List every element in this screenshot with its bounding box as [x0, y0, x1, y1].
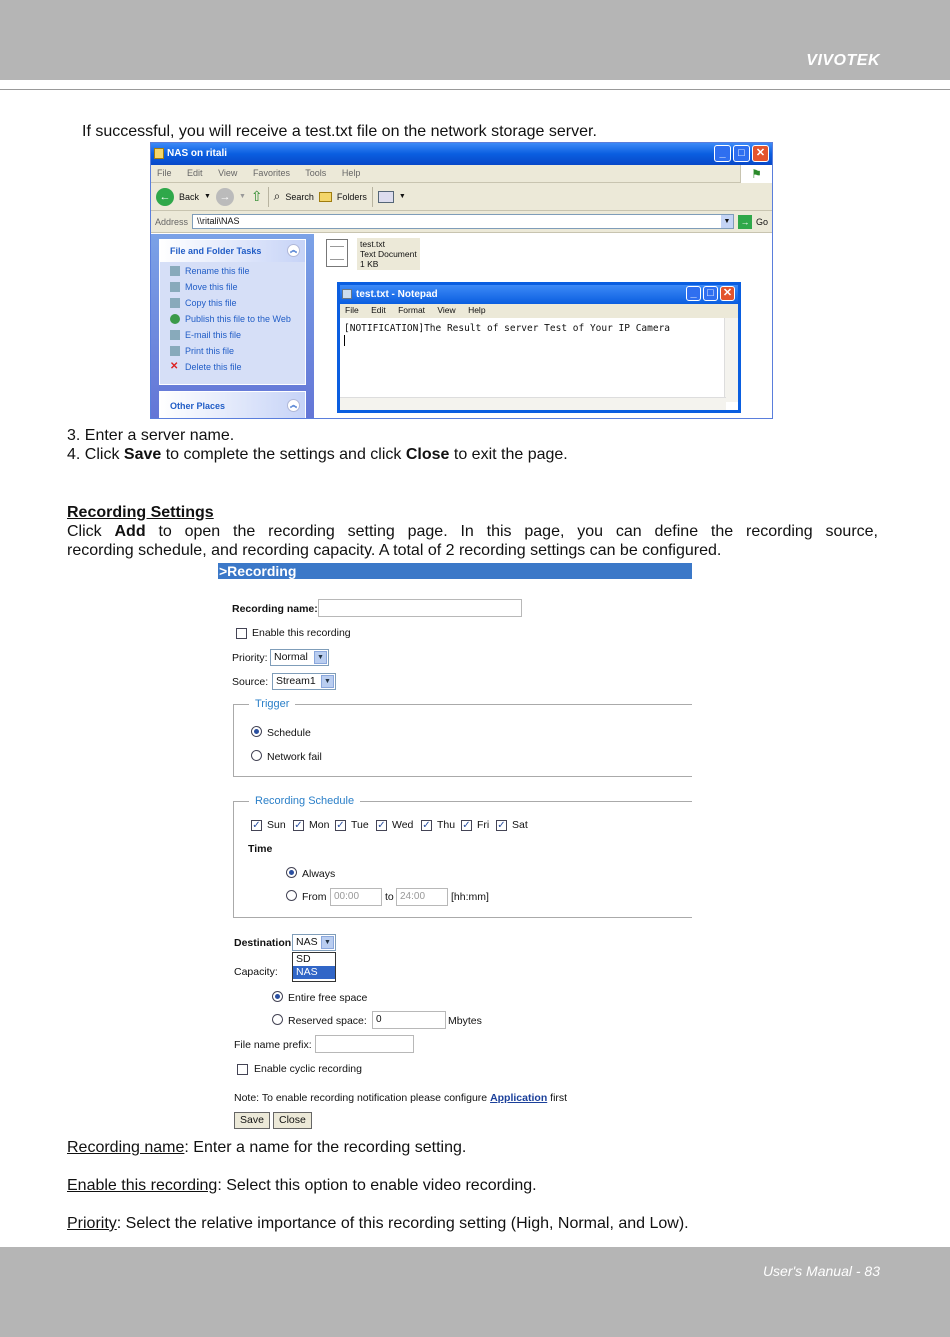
toolbar-separator — [268, 187, 269, 207]
move-icon — [170, 282, 180, 292]
step4-text: to complete the settings and click — [161, 446, 406, 463]
time-always-radio[interactable] — [286, 867, 297, 878]
windows-flag-icon: ⚑ — [740, 165, 772, 183]
chevron-down-icon[interactable]: ▼ — [321, 675, 334, 688]
task-label: Publish this file to the Web — [185, 314, 291, 324]
close-window-button[interactable]: ✕ — [752, 145, 769, 162]
go-arrow-icon[interactable]: → — [738, 215, 752, 229]
task-label: Move this file — [185, 282, 238, 292]
forward-arrow-icon[interactable]: → — [216, 188, 234, 206]
notepad-icon — [342, 289, 352, 299]
para-text: to open the recording setting page. In this page, you can define the recording source, — [145, 523, 879, 540]
address-value: \\ritali\NAS — [197, 216, 240, 226]
definition-term: Enable this recording — [67, 1177, 218, 1194]
day-thu-checkbox[interactable]: ✓ — [422, 820, 431, 831]
tasks-header[interactable] — [160, 240, 305, 262]
menu-tools[interactable]: Tools — [305, 168, 327, 178]
definition-recording-name — [67, 1138, 466, 1157]
task-label: Rename this file — [185, 266, 250, 276]
time-always-label: Always — [302, 868, 336, 880]
task-label: Delete this file — [185, 362, 242, 372]
back-arrow-icon[interactable]: ← — [156, 188, 174, 206]
notepad-titlebar — [340, 285, 738, 304]
menu-help[interactable]: Help — [468, 305, 486, 315]
destination-option-sd[interactable]: SD — [296, 953, 311, 965]
menu-file[interactable]: File — [157, 168, 172, 178]
capacity-reserved-radio[interactable] — [272, 1014, 283, 1025]
step-4 — [67, 445, 568, 464]
menu-edit[interactable]: Edit — [187, 168, 203, 178]
cyclic-recording-checkbox[interactable] — [237, 1064, 248, 1075]
trigger-schedule-label: Schedule — [267, 727, 311, 739]
folders-button[interactable]: Folders — [336, 191, 367, 202]
trigger-schedule-radio[interactable] — [251, 726, 262, 737]
step4-close: Close — [405, 446, 450, 463]
folders-icon[interactable] — [319, 192, 332, 202]
day-sun-label: Sun — [267, 819, 286, 831]
note-text: Note: To enable recording notification please configure Application first — [234, 1092, 568, 1104]
destination-value: NAS — [296, 936, 318, 948]
file-prefix-input[interactable] — [315, 1035, 414, 1053]
save-button[interactable]: Save — [234, 1112, 270, 1129]
maximize-button[interactable]: □ — [703, 286, 718, 301]
go-button[interactable]: Go — [755, 216, 768, 227]
trigger-legend: Trigger — [249, 698, 295, 710]
address-label: Address — [155, 216, 189, 227]
task-label: E-mail this file — [185, 330, 242, 340]
task-print[interactable] — [160, 342, 305, 358]
globe-icon — [170, 314, 180, 324]
maximize-button[interactable]: □ — [733, 145, 750, 162]
task-delete[interactable] — [160, 358, 305, 374]
file-size: 1 KB — [360, 259, 379, 269]
recording-name-label: Recording name: — [232, 603, 318, 615]
recording-form — [218, 563, 692, 1133]
time-label: Time — [248, 843, 273, 855]
enable-recording-checkbox[interactable] — [236, 628, 247, 639]
priority-label: Priority: — [232, 652, 268, 664]
para-text: Click — [67, 523, 115, 540]
task-publish[interactable] — [160, 310, 305, 326]
copy-icon — [170, 298, 180, 308]
destination-options — [292, 952, 336, 982]
back-dropdown-icon[interactable]: ▼ — [204, 193, 211, 200]
notepad-title: test.txt - Notepad — [356, 289, 438, 300]
other-places-header[interactable] — [159, 391, 306, 419]
day-sun-checkbox[interactable]: ✓ — [252, 820, 261, 831]
time-from-radio[interactable] — [286, 890, 297, 901]
address-bar — [151, 211, 772, 233]
menu-view[interactable]: View — [218, 168, 238, 178]
text-file-icon[interactable] — [326, 239, 348, 267]
task-label: Copy this file — [185, 298, 237, 308]
time-to-input[interactable]: 24:00 — [396, 888, 448, 906]
menu-favorites[interactable]: Favorites — [252, 168, 290, 178]
page-number: User's Manual - 83 — [762, 1263, 880, 1279]
priority-select[interactable] — [270, 649, 329, 666]
minimize-button[interactable]: _ — [686, 286, 701, 301]
priority-value: Normal — [274, 651, 308, 663]
task-move[interactable] — [160, 278, 305, 294]
notepad-menubar — [340, 304, 738, 318]
para-add: Add — [114, 523, 146, 540]
tasks-header-label: File and Folder Tasks — [170, 246, 262, 256]
time-from-input[interactable]: 00:00 — [330, 888, 382, 906]
day-fri-checkbox[interactable]: ✓ — [462, 820, 471, 831]
day-thu-label: Thu — [437, 819, 456, 831]
time-unit-label: [hh:mm] — [451, 891, 489, 903]
step-3: 3. Enter a server name. — [67, 427, 235, 444]
notepad-content[interactable]: [NOTIFICATION]The Result of server Test of Your IP Camera — [344, 323, 671, 334]
definition-text: : Select this option to enable video recording. — [217, 1177, 537, 1194]
page-footer — [0, 1247, 950, 1337]
recording-name-input[interactable] — [318, 599, 522, 617]
explorer-titlebar — [151, 143, 772, 165]
delete-icon: ✕ — [170, 361, 179, 372]
file-name: test.txt — [360, 239, 386, 249]
other-places-label: Other Places — [170, 401, 226, 411]
day-wed-checkbox[interactable]: ✓ — [377, 820, 386, 831]
time-to-label: to — [385, 891, 394, 903]
definition-term: Priority — [67, 1215, 117, 1232]
cyclic-recording-label: Enable cyclic recording — [254, 1063, 362, 1075]
views-icon[interactable] — [378, 191, 394, 203]
step4-text: to exit the page. — [449, 446, 568, 463]
printer-icon — [170, 346, 180, 356]
section-para-line2: recording schedule, and recording capacity. A total of 2 recording settings can be configured. — [67, 542, 722, 559]
file-prefix-label: File name prefix: — [234, 1039, 312, 1051]
capacity-reserved-label: Reserved space: — [288, 1015, 367, 1027]
explorer-menubar — [151, 165, 772, 183]
file-item[interactable] — [357, 238, 420, 270]
forward-dropdown-icon[interactable]: ▼ — [238, 193, 246, 200]
views-dropdown-icon[interactable]: ▼ — [398, 193, 406, 200]
destination-label: Destination — [234, 937, 292, 949]
task-pane — [151, 234, 314, 419]
destination-select[interactable] — [292, 934, 336, 951]
file-type: Text Document — [360, 249, 417, 259]
recording-title-bar: >Recording — [218, 563, 692, 579]
explorer-window — [150, 142, 773, 419]
chevron-down-icon[interactable]: ▼ — [314, 651, 327, 664]
definition-enable-recording — [67, 1176, 537, 1195]
source-select[interactable] — [272, 673, 336, 690]
explorer-toolbar — [151, 183, 772, 211]
menu-edit[interactable]: Edit — [371, 305, 386, 315]
text-caret — [344, 335, 345, 346]
close-window-button[interactable]: ✕ — [720, 286, 735, 301]
definition-text: : Select the relative importance of this recording setting (High, Normal, and Low). — [116, 1215, 689, 1232]
vertical-scrollbar[interactable] — [724, 318, 738, 402]
menu-view[interactable]: View — [437, 305, 456, 315]
schedule-legend: Recording Schedule — [249, 795, 360, 807]
header-rule — [0, 89, 950, 90]
day-mon-label: Mon — [309, 819, 330, 831]
close-button[interactable]: Close — [273, 1112, 312, 1129]
menu-help[interactable]: Help — [341, 168, 361, 178]
explorer-title: NAS on ritali — [167, 148, 228, 159]
menu-format[interactable]: Format — [398, 305, 426, 315]
day-sat-checkbox[interactable]: ✓ — [497, 820, 506, 831]
task-email[interactable] — [160, 326, 305, 342]
destination-option-nas[interactable]: NAS — [293, 966, 335, 979]
file-folder-tasks — [159, 239, 306, 385]
collapse-icon[interactable]: ︽ — [287, 244, 300, 257]
search-button[interactable]: Search — [285, 191, 314, 202]
horizontal-scrollbar[interactable] — [340, 397, 726, 410]
capacity-entire-label: Entire free space — [288, 992, 368, 1004]
step4-text: 4. Click — [67, 446, 124, 463]
task-label: Print this file — [185, 346, 235, 356]
minimize-button[interactable]: _ — [714, 145, 731, 162]
section-title: Recording Settings — [67, 504, 214, 521]
day-wed-label: Wed — [392, 819, 414, 831]
rename-icon — [170, 266, 180, 276]
reserved-space-input[interactable]: 0 — [372, 1011, 446, 1029]
task-rename[interactable] — [160, 262, 305, 278]
collapse-icon[interactable]: ︽ — [287, 399, 300, 412]
source-label: Source: — [232, 676, 269, 688]
day-tue-checkbox[interactable]: ✓ — [336, 820, 345, 831]
time-from-label: From — [302, 891, 327, 903]
back-button[interactable]: Back — [179, 191, 200, 202]
trigger-fieldset — [233, 704, 692, 777]
up-folder-icon[interactable]: ⇧ — [250, 188, 263, 204]
mbytes-label: Mbytes — [448, 1015, 482, 1027]
definition-priority — [67, 1214, 689, 1233]
definition-term: Recording name — [67, 1139, 185, 1156]
day-fri-label: Fri — [477, 819, 490, 831]
address-input[interactable] — [192, 214, 734, 229]
email-icon — [170, 330, 180, 340]
explorer-body — [151, 234, 772, 419]
day-tue-label: Tue — [351, 819, 369, 831]
menu-file[interactable]: File — [345, 305, 359, 315]
search-icon[interactable]: ⌕ — [273, 189, 281, 203]
enable-recording-label: Enable this recording — [252, 627, 351, 639]
trigger-network-radio[interactable] — [251, 750, 262, 761]
day-sat-label: Sat — [512, 819, 528, 831]
intro-text: If successful, you will receive a test.txt file on the network storage server. — [82, 123, 597, 140]
chevron-down-icon[interactable]: ▼ — [721, 215, 733, 228]
trigger-network-label: Network fail — [267, 751, 322, 763]
task-copy[interactable] — [160, 294, 305, 310]
brand-logo: VIVOTEK — [806, 52, 880, 69]
definition-text: : Enter a name for the recording setting. — [184, 1139, 467, 1156]
notepad-window — [337, 282, 741, 413]
application-link[interactable]: Application — [490, 1092, 548, 1104]
step4-save: Save — [123, 446, 162, 463]
chevron-down-icon[interactable]: ▼ — [321, 936, 334, 949]
section-para-line1 — [67, 522, 878, 541]
toolbar-separator — [372, 187, 373, 207]
folder-icon — [154, 148, 164, 159]
source-value: Stream1 — [276, 675, 316, 687]
capacity-label: Capacity: — [234, 966, 278, 978]
capacity-entire-radio[interactable] — [272, 991, 283, 1002]
day-mon-checkbox[interactable]: ✓ — [294, 820, 303, 831]
page-header — [0, 0, 950, 80]
